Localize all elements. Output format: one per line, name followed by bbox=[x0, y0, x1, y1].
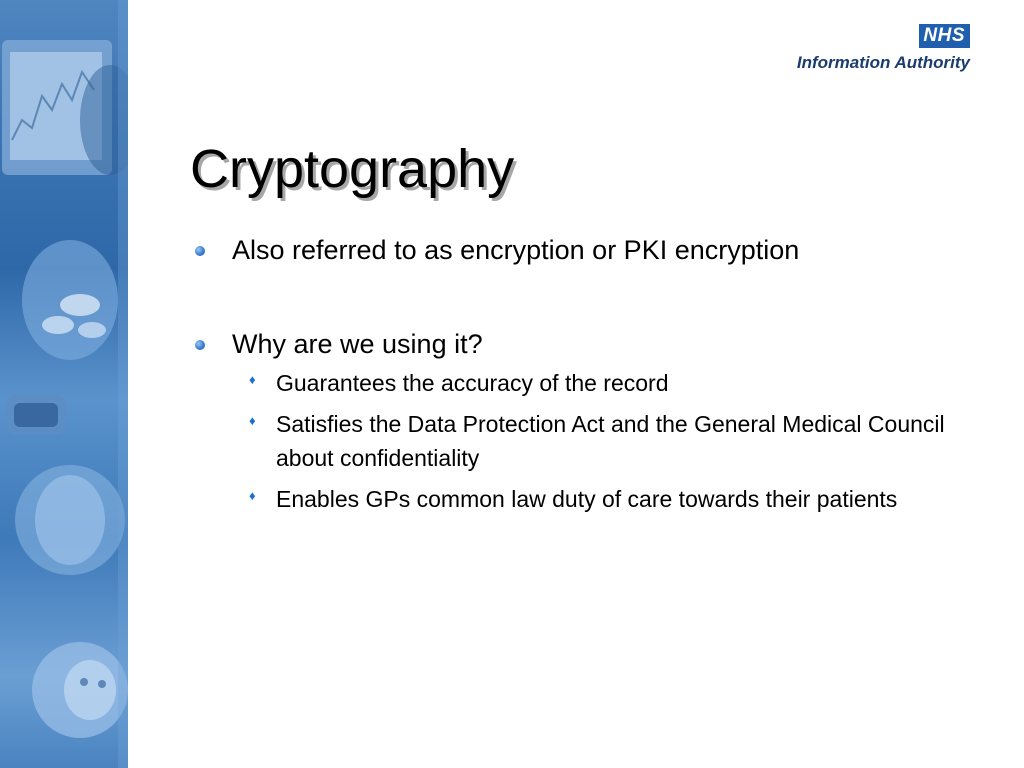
photo-collage-image bbox=[0, 0, 128, 768]
slide-title: Cryptography bbox=[190, 139, 515, 199]
sub-bullet-text: Guarantees the accuracy of the record bbox=[276, 370, 669, 396]
bullet-item bbox=[192, 232, 972, 268]
sub-bullet-item bbox=[232, 482, 972, 516]
sub-bullet-item bbox=[232, 407, 972, 475]
diamond-bullet-icon: ♦ bbox=[249, 372, 256, 387]
bullet-item bbox=[192, 326, 972, 516]
diamond-bullet-icon: ♦ bbox=[249, 413, 256, 428]
bullet-list bbox=[192, 232, 972, 523]
decorative-photo-strip bbox=[0, 0, 128, 768]
sub-bullet-text: Satisfies the Data Protection Act and the General Medical Council about confidentiality bbox=[276, 411, 945, 471]
bullet-text: Also referred to as encryption or PKI encryption bbox=[232, 235, 800, 265]
logo-subtitle: Information Authority bbox=[796, 53, 970, 72]
sub-bullet-list bbox=[232, 366, 972, 516]
sub-bullet-text: Enables GPs common law duty of care towards their patients bbox=[276, 486, 898, 512]
diamond-bullet-icon: ♦ bbox=[249, 488, 256, 503]
round-blue-bullet-icon bbox=[195, 340, 205, 350]
round-blue-bullet-icon bbox=[195, 246, 205, 256]
bullet-text: Why are we using it? bbox=[232, 329, 483, 359]
nhs-information-authority-logo bbox=[797, 24, 970, 73]
nhs-logo-mark: NHS bbox=[919, 24, 970, 48]
sub-bullet-item bbox=[232, 366, 972, 400]
